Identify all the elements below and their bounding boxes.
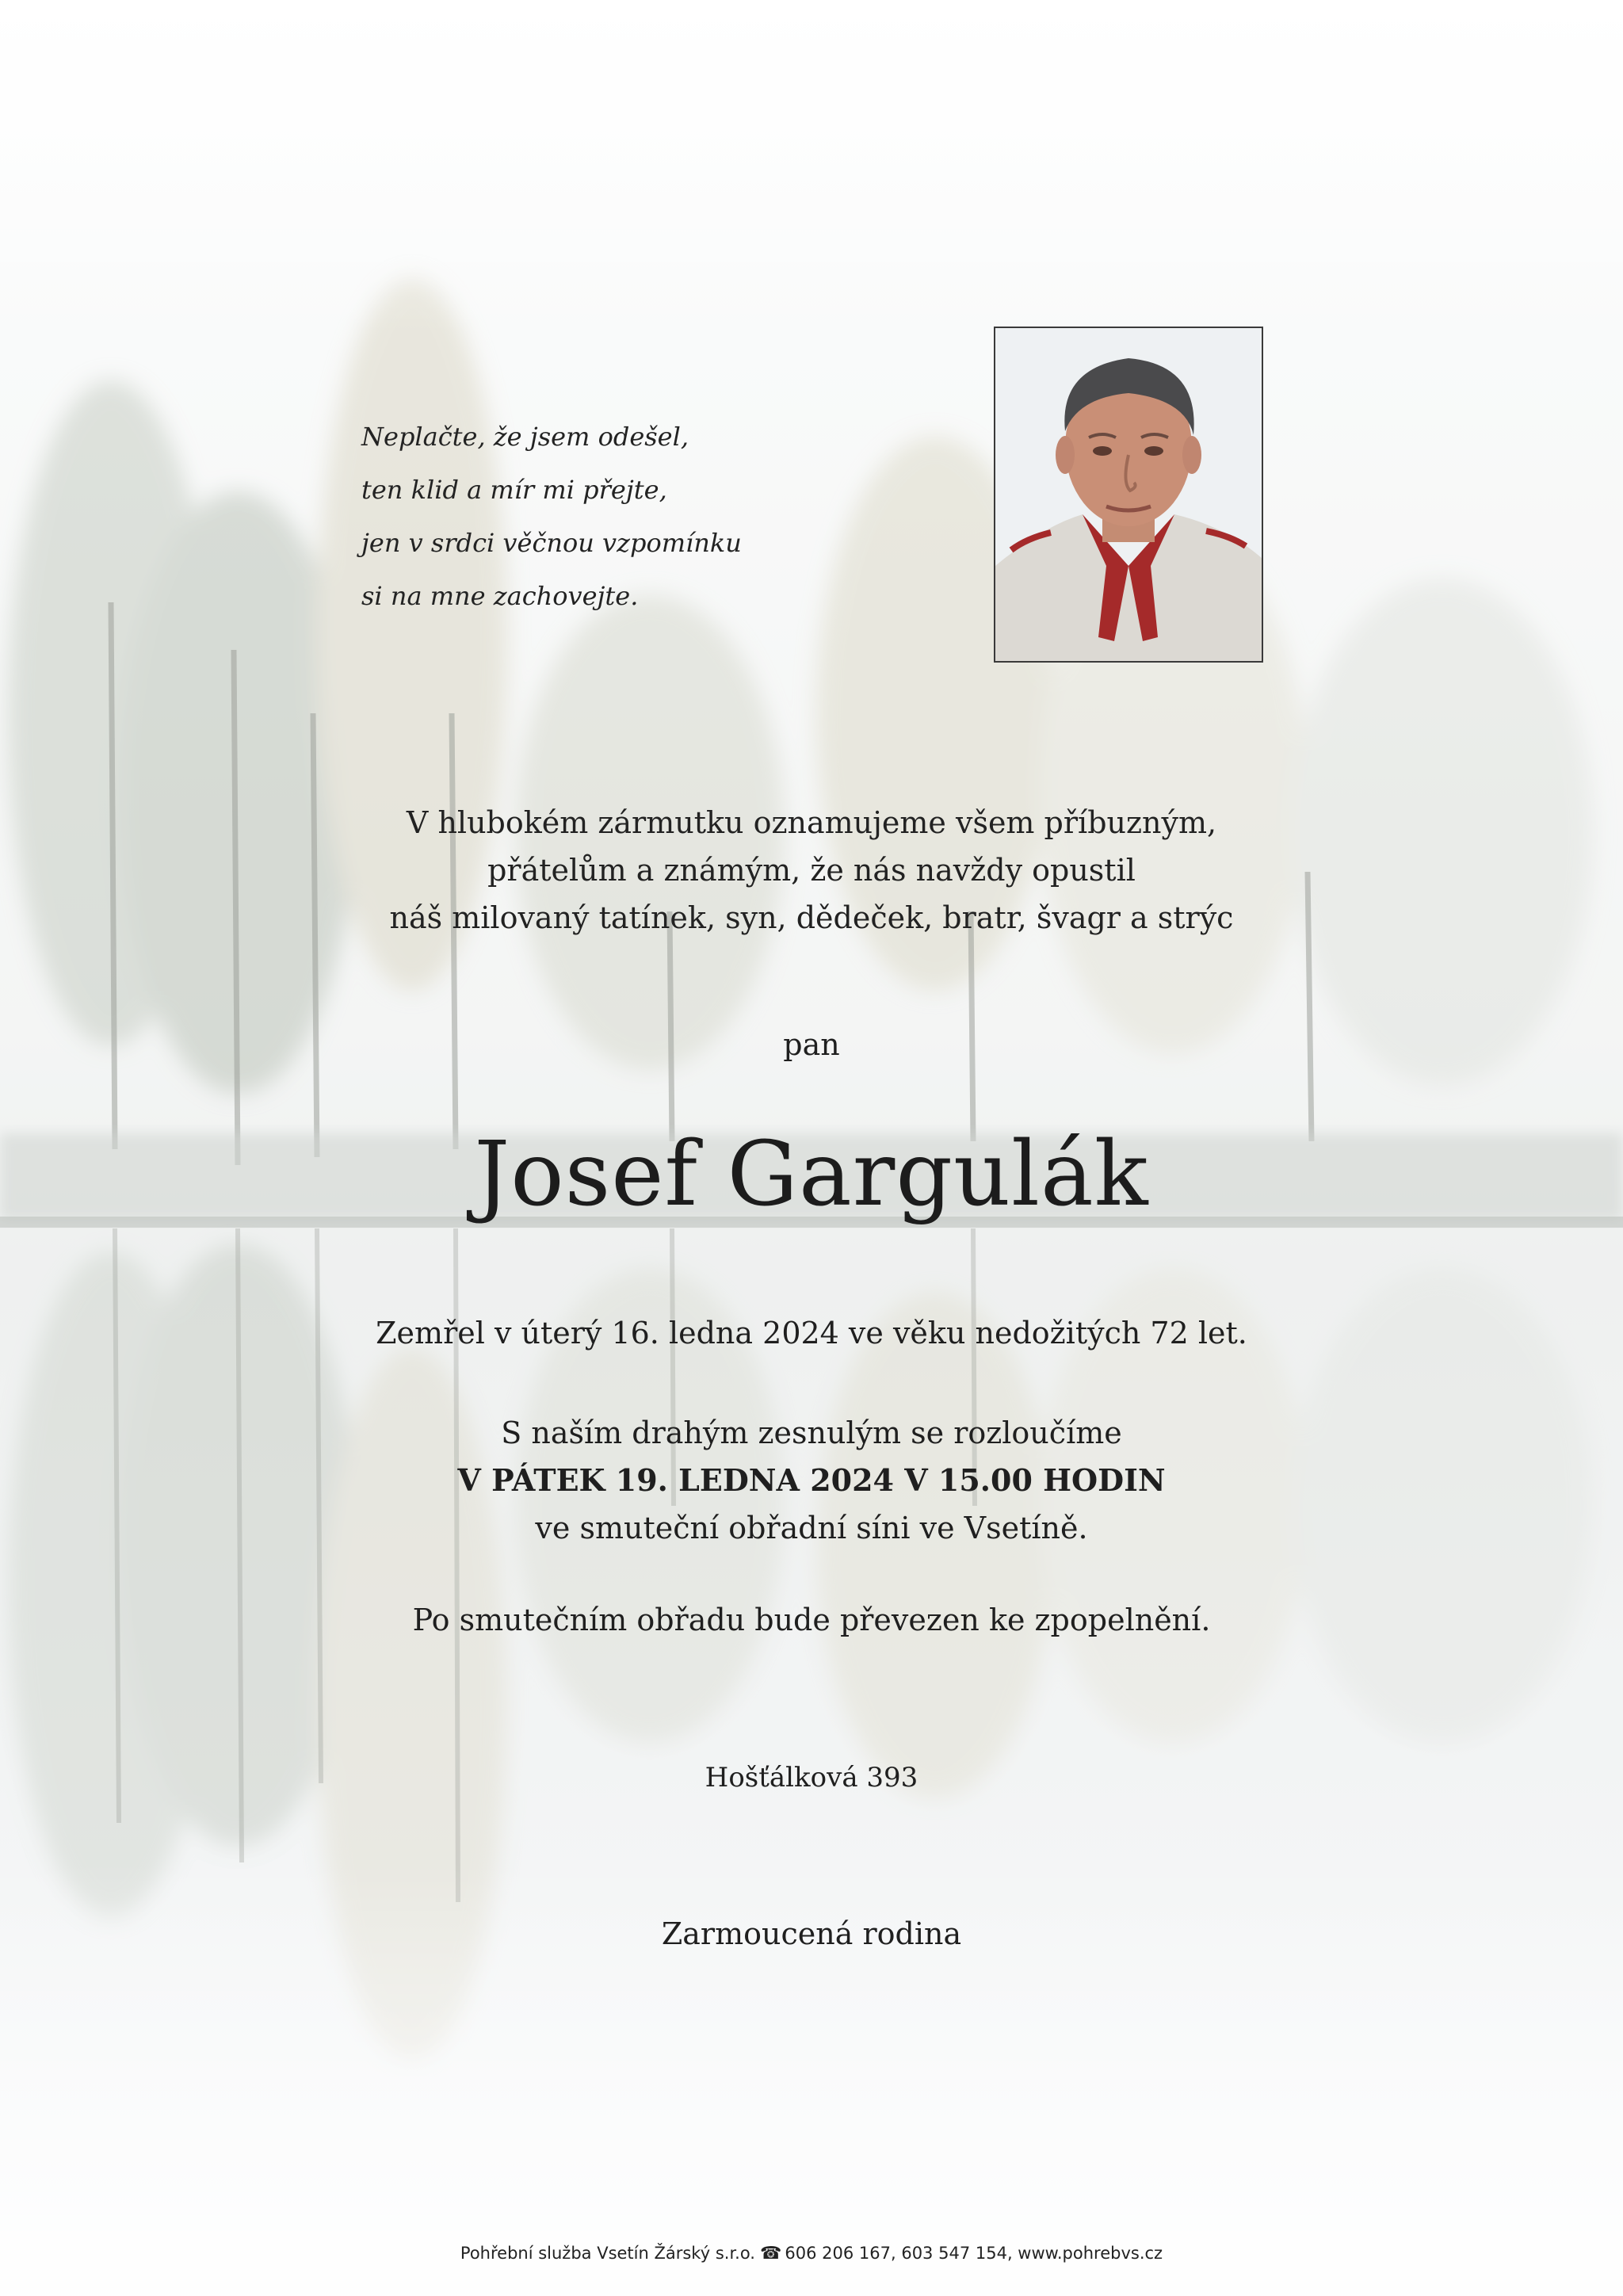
farewell-line: S naším drahým zesnulým se rozloučíme xyxy=(501,1415,1122,1450)
deceased-name: Josef Gargulák xyxy=(474,1123,1149,1226)
cremation-note: Po smutečním obřadu bude převezen ke zpopelnění. xyxy=(412,1603,1211,1637)
farewell-details xyxy=(0,1409,1623,1552)
announcement xyxy=(0,799,1623,942)
announcement-line: náš milovaný tatínek, syn, dědeček, bratr, švagr a strýc xyxy=(389,900,1234,935)
footer xyxy=(0,2241,1623,2266)
funeral-company: Pohřební služba Vsetín Žárský s.r.o. xyxy=(460,2244,755,2263)
portrait-illustration xyxy=(995,328,1262,661)
contact-info: 606 206 167, 603 547 154, www.pohrebvs.cz xyxy=(785,2244,1163,2263)
honorific: pan xyxy=(783,1027,840,1062)
poem xyxy=(361,411,837,623)
poem-line: Neplačte, že jsem odešel, xyxy=(361,422,689,452)
farewell-date-time: V PÁTEK 19. LEDNA 2024 V 15.00 HODIN xyxy=(457,1462,1166,1498)
poem-line: ten klid a mír mi přejte, xyxy=(361,475,667,505)
announcement-line: přátelům a známým, že nás navždy opustil xyxy=(487,853,1136,888)
poem-line: si na mne zachovejte. xyxy=(361,581,639,611)
farewell-place: ve smuteční obřadní síni ve Vsetíně. xyxy=(535,1511,1088,1545)
announcement-line: V hlubokém zármutku oznamujeme všem příbuzným, xyxy=(406,805,1217,840)
portrait-photo xyxy=(994,327,1263,663)
phone-icon: ☎ xyxy=(759,2244,782,2264)
poem-line: jen v srdci věčnou vzpomínku xyxy=(361,528,742,558)
family-address: Hošťálková 393 xyxy=(705,1762,918,1794)
signature: Zarmoucená rodina xyxy=(661,1916,962,1951)
death-notice: Zemřel v úterý 16. ledna 2024 ve věku nedožitých 72 let. xyxy=(376,1316,1247,1350)
